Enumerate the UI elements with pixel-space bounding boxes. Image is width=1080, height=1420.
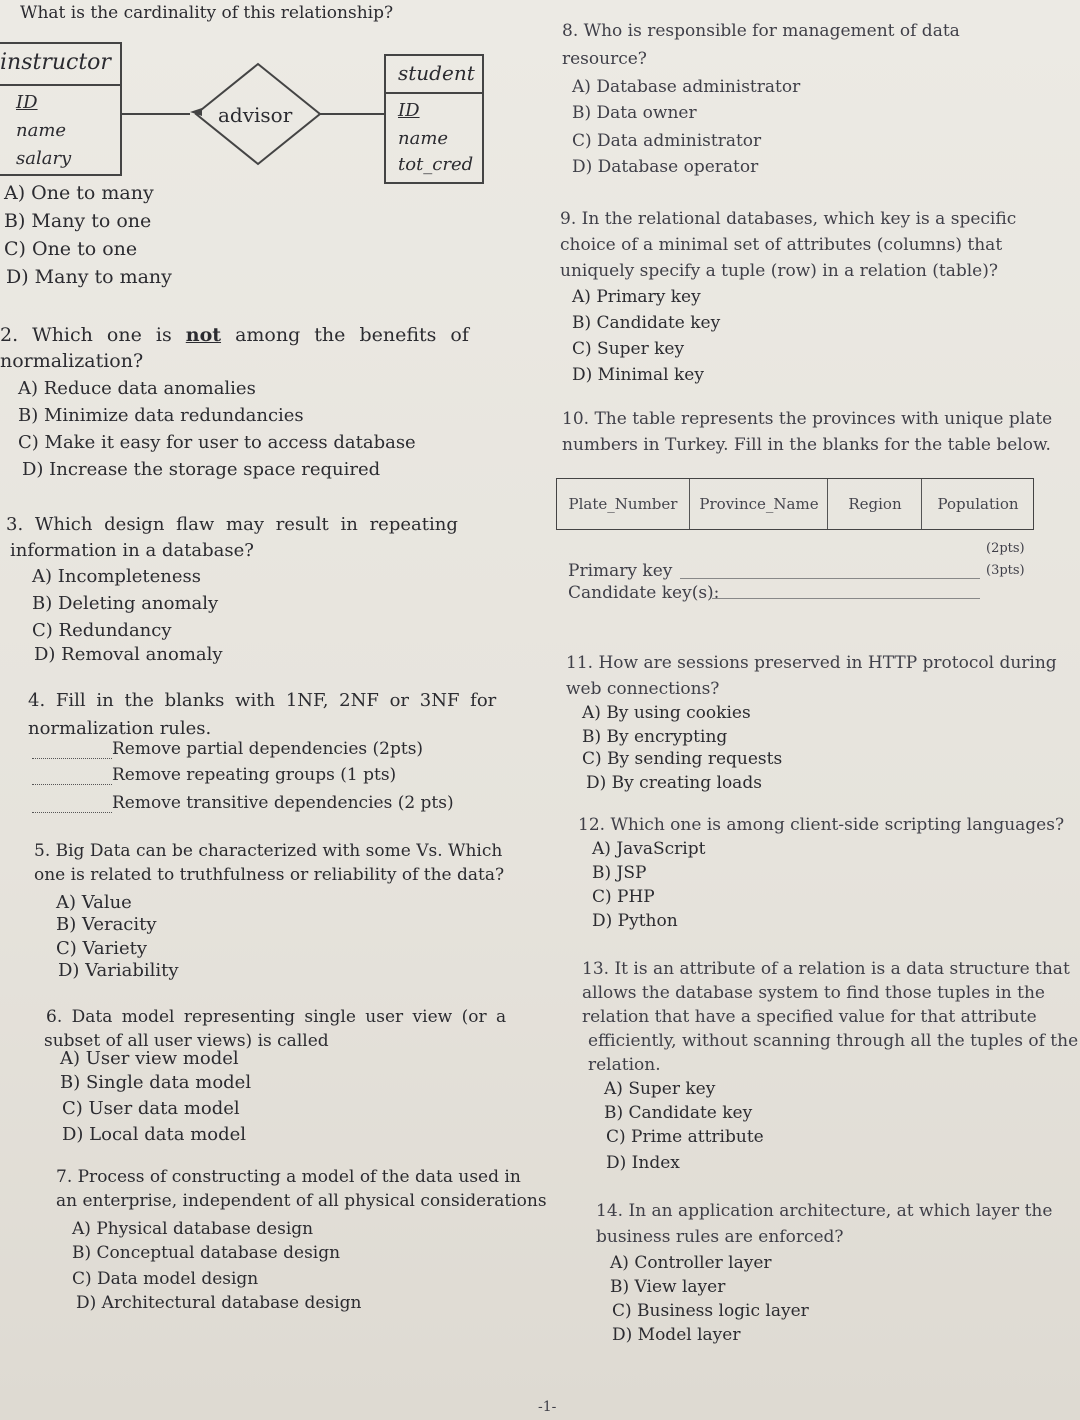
q11-prompt-line2: web connections? [566, 679, 720, 699]
q5-option-d[interactable]: D) Variability [58, 960, 179, 981]
q2-option-c[interactable]: C) Make it easy for user to access database [18, 432, 416, 453]
q2-option-b[interactable]: B) Minimize data redundancies [18, 405, 304, 426]
relationship-advisor-label: advisor [218, 103, 293, 127]
q9-option-c[interactable]: C) Super key [572, 339, 685, 359]
q3-option-c[interactable]: C) Redundancy [32, 620, 172, 641]
q6-option-b[interactable]: B) Single data model [60, 1072, 252, 1093]
q13-prompt-line3: relation that have a specified value for that attribute [582, 1007, 1037, 1027]
q7-option-a[interactable]: A) Physical database design [72, 1219, 314, 1239]
q3-option-d[interactable]: D) Removal anomaly [34, 644, 223, 665]
q11-prompt-line1: 11. How are sessions preserved in HTTP protocol during [566, 653, 1057, 673]
q2-option-d[interactable]: D) Increase the storage space required [22, 459, 381, 480]
q8-prompt-line2: resource? [562, 49, 647, 69]
q7-option-b[interactable]: B) Conceptual database design [72, 1243, 341, 1263]
q14-option-b[interactable]: B) View layer [610, 1277, 726, 1297]
q2-option-a[interactable]: A) Reduce data anomalies [18, 378, 256, 399]
q9-option-b[interactable]: B) Candidate key [572, 313, 721, 333]
instructor-attr-name: name [16, 120, 67, 141]
q2-prompt-line2: normalization? [0, 350, 144, 372]
q10-candidate-key-blank[interactable] [712, 598, 980, 599]
q14-prompt-line2: business rules are enforced? [596, 1227, 844, 1247]
entity-student-title: student [398, 61, 475, 85]
q6-option-d[interactable]: D) Local data model [62, 1124, 247, 1145]
q13-prompt-line4: efficiently, without scanning through all the tuples of the [588, 1031, 1079, 1051]
q6-option-a[interactable]: A) User view model [60, 1048, 239, 1069]
q1-option-a[interactable]: A) One to many [4, 182, 154, 204]
q4-blank-2[interactable] [32, 784, 112, 785]
q12-prompt: 12. Which one is among client-side scripting languages? [578, 815, 1065, 835]
q4-item-3: Remove transitive dependencies (2 pts) [112, 793, 454, 813]
entity-instructor-title: instructor [0, 50, 111, 75]
q7-option-c[interactable]: C) Data model design [72, 1269, 259, 1289]
q10-col-province-name: Province_Name [691, 479, 828, 529]
q11-option-a[interactable]: A) By using cookies [582, 703, 751, 723]
q3-option-b[interactable]: B) Deleting anomaly [32, 593, 219, 614]
q1-option-c[interactable]: C) One to one [4, 238, 138, 260]
q10-col-plate-number: Plate_Number [557, 479, 690, 529]
q6-prompt-line1: 6. Data model representing single user view (or a [46, 1007, 507, 1027]
q2-emphasis-not: not [185, 324, 222, 346]
q12-option-a[interactable]: A) JavaScript [592, 839, 706, 859]
q1-prompt: What is the cardinality of this relationship? [20, 3, 394, 23]
q7-prompt-line2: an enterprise, independent of all physical considerations [56, 1191, 547, 1211]
q8-prompt-line1: 8. Who is responsible for management of data [562, 21, 960, 41]
q7-option-d[interactable]: D) Architectural database design [76, 1293, 362, 1313]
q13-option-a[interactable]: A) Super key [604, 1079, 716, 1099]
q10-prompt-line2: numbers in Turkey. Fill in the blanks for the table below. [562, 435, 1051, 455]
q11-option-c[interactable]: C) By sending requests [582, 749, 783, 769]
q4-item-1: Remove partial dependencies (2pts) [112, 739, 424, 759]
q10-candidate-key-label: Candidate key(s): [568, 583, 720, 603]
q8-option-d[interactable]: D) Database operator [572, 157, 759, 177]
q14-option-a[interactable]: A) Controller layer [610, 1253, 772, 1273]
q3-prompt-line1: 3. Which design flaw may result in repeating [6, 514, 458, 535]
q8-option-b[interactable]: B) Data owner [572, 103, 697, 123]
q4-item-2: Remove repeating groups (1 pts) [112, 765, 397, 785]
q13-prompt-line5: relation. [588, 1055, 661, 1075]
q13-option-b[interactable]: B) Candidate key [604, 1103, 753, 1123]
q5-option-a[interactable]: A) Value [56, 892, 132, 913]
instructor-attr-salary: salary [16, 148, 72, 169]
page-number: -1- [538, 1399, 557, 1415]
student-attr-id: ID [398, 100, 420, 121]
student-attr-name: name [398, 128, 449, 149]
q13-prompt-line2: allows the database system to find those tuples in the [582, 983, 1045, 1003]
q1-option-b[interactable]: B) Many to one [4, 210, 152, 232]
q12-option-d[interactable]: D) Python [592, 911, 678, 931]
entity-student-divider [384, 92, 482, 94]
q8-option-c[interactable]: C) Data administrator [572, 131, 762, 151]
q8-option-a[interactable]: A) Database administrator [572, 77, 801, 97]
q4-blank-1[interactable] [32, 758, 112, 759]
q14-prompt-line1: 14. In an application architecture, at which layer the [596, 1201, 1053, 1221]
q4-blank-3[interactable] [32, 812, 112, 813]
q3-option-a[interactable]: A) Incompleteness [32, 566, 201, 587]
q9-option-d[interactable]: D) Minimal key [572, 365, 704, 385]
instructor-attr-id: ID [16, 92, 38, 113]
q7-prompt-line1: 7. Process of constructing a model of the data used in [56, 1167, 521, 1187]
relationship-diagram [0, 40, 400, 190]
q10-col-region: Region [829, 479, 922, 529]
q10-table-header [556, 478, 1034, 530]
q12-option-b[interactable]: B) JSP [592, 863, 647, 883]
q6-option-c[interactable]: C) User data model [62, 1098, 240, 1119]
q1-option-d[interactable]: D) Many to many [6, 266, 172, 288]
q11-option-b[interactable]: B) By encrypting [582, 727, 728, 747]
q14-option-d[interactable]: D) Model layer [612, 1325, 741, 1345]
q11-option-d[interactable]: D) By creating loads [586, 773, 762, 793]
q13-option-c[interactable]: C) Prime attribute [606, 1127, 764, 1147]
q9-option-a[interactable]: A) Primary key [572, 287, 701, 307]
q6-prompt-line2: subset of all user views) is called [44, 1031, 329, 1051]
q5-prompt-line2: one is related to truthfulness or reliability of the data? [34, 865, 505, 885]
q12-option-c[interactable]: C) PHP [592, 887, 655, 907]
q14-option-c[interactable]: C) Business logic layer [612, 1301, 809, 1321]
q5-option-c[interactable]: C) Variety [56, 938, 148, 959]
q9-prompt-line3: uniquely specify a tuple (row) in a relation (table)? [560, 261, 998, 281]
q10-primary-key-points: (2pts) [986, 541, 1025, 556]
q3-prompt-line2: information in a database? [10, 540, 254, 561]
q10-col-population: Population [937, 495, 1019, 513]
q10-primary-key-blank[interactable] [680, 578, 980, 579]
q4-prompt-line2: normalization rules. [28, 718, 212, 739]
q13-option-d[interactable]: D) Index [606, 1153, 680, 1173]
q5-option-b[interactable]: B) Veracity [56, 914, 157, 935]
student-attr-totcred: tot_cred [398, 154, 474, 175]
q13-prompt-line1: 13. It is an attribute of a relation is a data structure that [582, 959, 1070, 979]
q10-candidate-key-points: (3pts) [986, 563, 1025, 578]
q4-prompt-line1: 4. Fill in the blanks with 1NF, 2NF or 3NF for [28, 690, 497, 711]
q10-primary-key-label: Primary key [568, 561, 673, 581]
q2-prompt: 2. Which one is not among the benefits of [0, 324, 469, 346]
q5-prompt-line1: 5. Big Data can be characterized with some Vs. Which [34, 841, 503, 861]
q9-prompt-line1: 9. In the relational databases, which key is a specific [560, 209, 1017, 229]
q9-prompt-line2: choice of a minimal set of attributes (columns) that [560, 235, 1003, 255]
q10-prompt-line1: 10. The table represents the provinces with unique plate [562, 409, 1053, 429]
